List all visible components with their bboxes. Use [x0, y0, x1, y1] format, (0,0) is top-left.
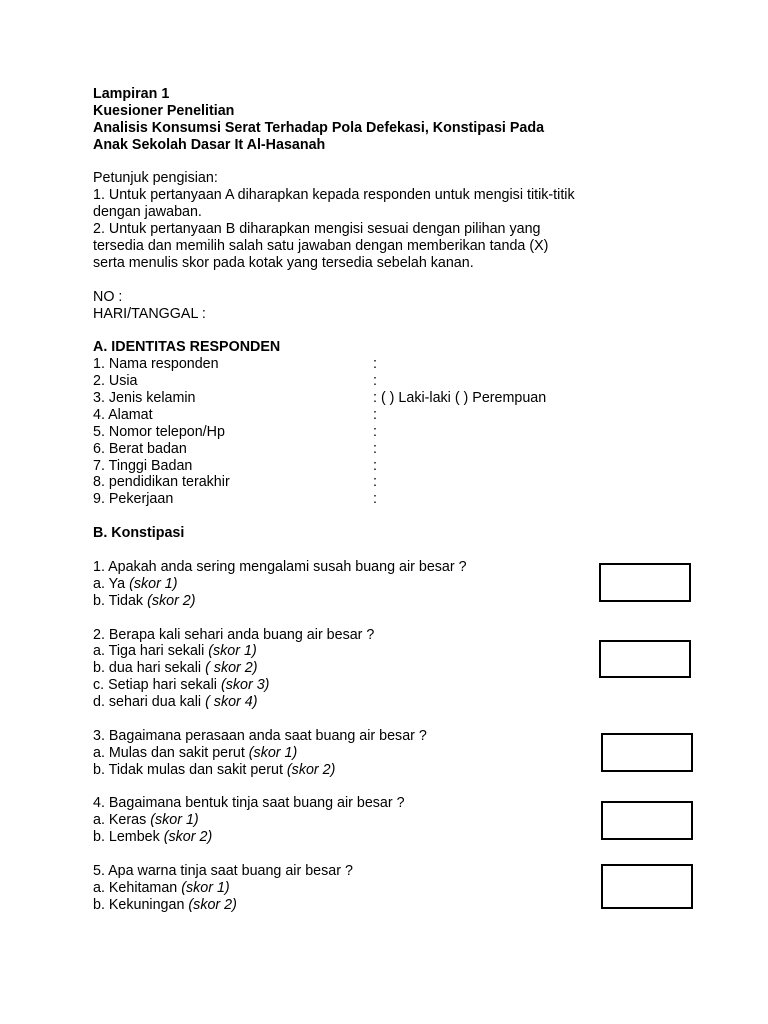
petunjuk-line: dengan jawaban.: [93, 204, 202, 221]
identity-separator: :: [373, 457, 377, 474]
identity-label: 4. Alamat: [93, 406, 153, 423]
identity-separator: :: [373, 474, 377, 491]
score-box-q4[interactable]: [601, 801, 693, 840]
question-text: 5. Apa warna tinja saat buang air besar ?: [93, 862, 353, 879]
option-label: c. Setiap hari sekali: [93, 677, 217, 694]
question-text: 2. Berapa kali sehari anda buang air besar ?: [93, 626, 375, 643]
identity-row: [93, 356, 653, 373]
petunjuk-line: 2. Untuk pertanyaan B diharapkan mengisi sesuai dengan pilihan yang: [93, 221, 541, 238]
petunjuk-line: 1. Untuk pertanyaan A diharapkan kepada responden untuk mengisi titik-titik: [93, 187, 575, 204]
identity-label: 5. Nomor telepon/Hp: [93, 423, 225, 440]
identity-separator: :: [373, 440, 377, 457]
identity-row: [93, 390, 653, 407]
hari-tanggal-field: HARI/TANGGAL :: [93, 305, 206, 322]
option-skor: (skor 2): [188, 896, 237, 913]
answer-option: [93, 762, 653, 779]
identity-row: [93, 458, 653, 475]
section-b-heading: B. Konstipasi: [93, 525, 185, 542]
identity-label: 8. pendidikan terakhir: [93, 474, 230, 491]
option-skor: (skor 2): [286, 761, 336, 778]
option-label: a. Ya: [93, 575, 126, 592]
document-title-line-2: Anak Sekolah Dasar It Al-Hasanah: [93, 136, 326, 153]
option-label: a. Kehitaman: [93, 879, 178, 896]
identity-separator: :: [373, 373, 377, 390]
lampiran-label: Lampiran 1: [93, 86, 170, 102]
petunjuk-line: serta menulis skor pada kotak yang tersedia sebelah kanan.: [93, 254, 474, 271]
option-skor: (skor 1): [181, 879, 230, 896]
identity-label: 9. Pekerjaan: [93, 491, 174, 508]
document-title-line-1: Analisis Konsumsi Serat Terhadap Pola Defekasi, Konstipasi Pada: [93, 119, 545, 136]
petunjuk-line: tersedia dan memilih salah satu jawaban dengan memberikan tanda (X): [93, 238, 549, 255]
option-label: a. Mulas dan sakit perut: [93, 744, 245, 761]
identity-row: [93, 491, 653, 508]
answer-option: [93, 812, 653, 829]
identity-label: 6. Berat badan: [93, 440, 187, 457]
question-text: 4. Bagaimana bentuk tinja saat buang air besar ?: [93, 795, 405, 812]
option-skor: ( skor 2): [205, 660, 258, 677]
option-label: b. dua hari sekali: [93, 660, 202, 677]
answer-option: [93, 694, 653, 711]
petunjuk-heading: Petunjuk pengisian:: [93, 170, 218, 187]
option-label: b. Lembek: [93, 829, 160, 846]
identity-row: [93, 441, 653, 458]
option-label: a. Tiga hari sekali: [93, 643, 205, 660]
option-label: b. Tidak mulas dan sakit perut: [93, 761, 283, 778]
option-label: a. Keras: [93, 812, 147, 829]
identity-row: [93, 373, 653, 390]
identity-label: 7. Tinggi Badan: [93, 457, 193, 474]
answer-option: [93, 576, 653, 593]
identity-label: 1. Nama responden: [93, 356, 219, 373]
option-skor: (skor 1): [208, 643, 257, 660]
question-text: 1. Apakah anda sering mengalami susah buang air besar ?: [93, 558, 467, 575]
answer-option: [93, 660, 653, 677]
identity-separator: :: [373, 423, 377, 440]
answer-option: [93, 643, 653, 660]
identity-row: [93, 407, 653, 424]
answer-option: [93, 745, 653, 762]
option-label: d. sehari dua kali: [93, 694, 202, 711]
option-skor: (skor 2): [163, 829, 213, 846]
option-skor: (skor 3): [220, 677, 270, 694]
document-body: [93, 86, 653, 914]
score-box-q2[interactable]: [599, 640, 691, 678]
answer-option: [93, 880, 653, 897]
identity-separator: :: [373, 491, 377, 508]
option-skor: (skor 1): [248, 744, 298, 761]
identity-separator: : ( ) Laki-laki ( ) Perempuan: [373, 390, 547, 407]
kuesioner-label: Kuesioner Penelitian: [93, 102, 235, 119]
identity-label: 3. Jenis kelamin: [93, 390, 196, 407]
score-box-q3[interactable]: [601, 733, 693, 772]
option-skor: (skor 1): [150, 812, 199, 829]
question-text: 3. Bagaimana perasaan anda saat buang air besar ?: [93, 727, 427, 744]
option-skor: (skor 1): [129, 575, 178, 592]
option-skor: (skor 2): [147, 592, 196, 609]
option-label: b. Kekuningan: [93, 896, 185, 913]
section-a-heading: A. IDENTITAS RESPONDEN: [93, 339, 281, 356]
option-skor: ( skor 4): [205, 694, 258, 711]
answer-option: [93, 829, 653, 846]
identity-row: [93, 474, 653, 491]
score-box-q1[interactable]: [599, 563, 691, 602]
answer-option: [93, 677, 653, 694]
score-box-q5[interactable]: [601, 864, 693, 909]
answer-option: [93, 593, 653, 610]
answer-option: [93, 897, 653, 914]
no-field: NO :: [93, 288, 123, 305]
identity-separator: :: [373, 356, 377, 373]
identity-row: [93, 424, 653, 441]
identity-separator: :: [373, 406, 377, 423]
identity-label: 2. Usia: [93, 373, 138, 390]
option-label: b. Tidak: [93, 592, 144, 609]
